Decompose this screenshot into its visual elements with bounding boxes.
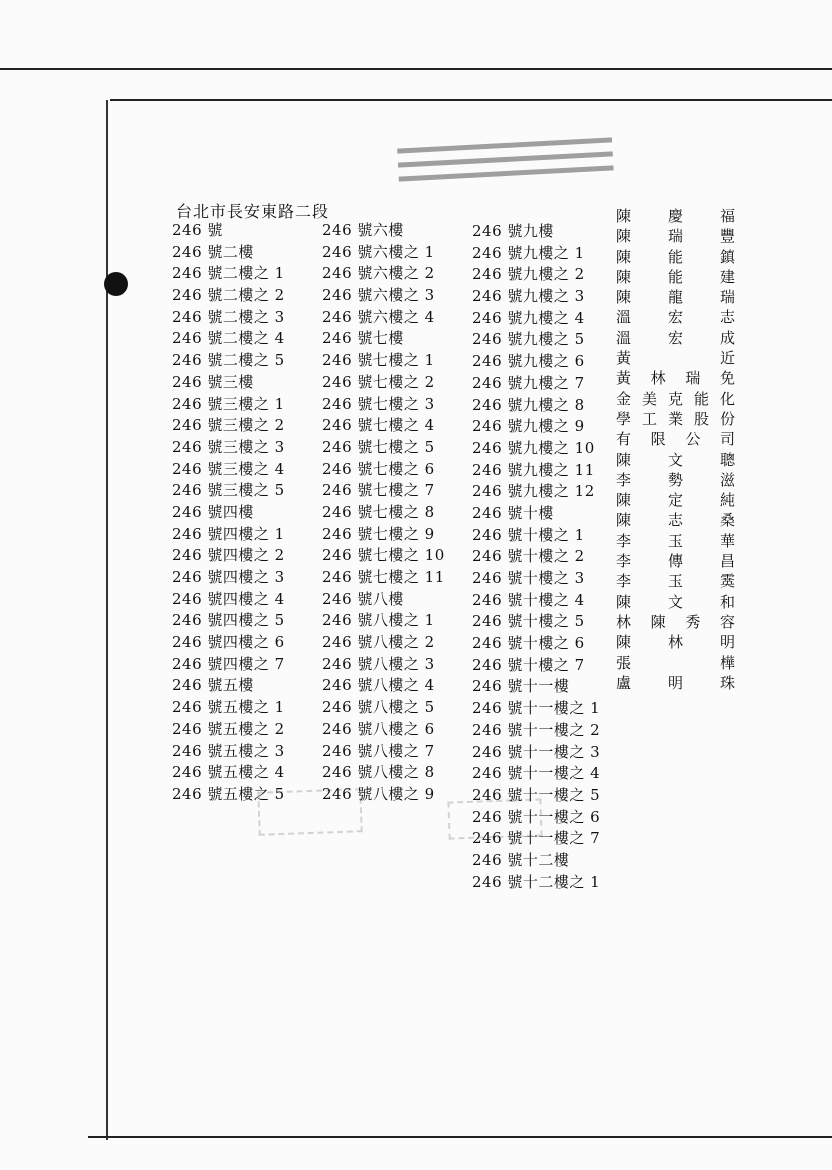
unit-address-entry: 246 號五樓之 2: [172, 719, 285, 738]
unit-address-entry: 246 號二樓之 2: [172, 286, 285, 305]
unit-address-entry: 246 號十樓之 2: [472, 547, 585, 566]
unit-address-entry: 246 號四樓之 5: [172, 611, 285, 630]
unit-address-entry: 246 號九樓之 6: [472, 352, 585, 371]
unit-address-entry: 246 號七樓之 1: [322, 351, 435, 370]
unit-address-entry: 246 號三樓之 4: [172, 459, 285, 478]
unit-address-entry: 246 號九樓之 5: [472, 330, 585, 349]
owner-name: 陳瑞豐: [616, 227, 736, 246]
unit-address-entry: 246 號五樓: [172, 676, 254, 695]
unit-list-column-2: [322, 220, 445, 806]
owner-name: 陳慶福: [616, 207, 736, 225]
unit-address-entry: 246 號十一樓之 7: [472, 829, 601, 848]
unit-address-entry: 246 號四樓之 3: [172, 568, 285, 586]
address-header: 台北市長安東路二段: [176, 202, 330, 221]
unit-address-entry: 246 號五樓之 5: [172, 784, 285, 803]
unit-address-entry: 246 號七樓之 5: [322, 437, 435, 456]
unit-address-entry: 246 號七樓: [322, 329, 404, 348]
unit-address-entry: 246 號六樓之 2: [322, 264, 435, 283]
unit-address-entry: 246 號七樓之 9: [322, 524, 435, 543]
unit-address-entry: 246 號三樓之 5: [172, 481, 285, 500]
owner-name: 溫宏成: [616, 328, 736, 347]
unit-address-entry: 246 號七樓之 11: [322, 568, 445, 586]
owner-name: 林陳秀容: [616, 612, 736, 631]
unit-address-entry: 246 號七樓之 7: [322, 481, 435, 500]
scan-border-top-inner: [110, 99, 832, 101]
owner-name: 陳志桑: [616, 511, 736, 530]
unit-address-entry: 246 號七樓之 10: [322, 546, 445, 565]
owner-name: 李傳昌: [616, 552, 736, 571]
unit-address-entry: 246 號六樓之 4: [322, 307, 435, 326]
owner-name: 溫宏志: [616, 308, 736, 327]
owner-name: 陳定純: [616, 491, 736, 510]
unit-address-entry: 246 號九樓之 11: [472, 460, 595, 479]
unit-address-entry: 246 號十一樓之 5: [472, 785, 601, 804]
unit-address-entry: 246 號七樓之 4: [322, 416, 435, 435]
unit-address-entry: 246 號十一樓: [472, 677, 570, 696]
unit-address-entry: 246 號七樓之 3: [322, 394, 435, 413]
unit-address-entry: 246 號二樓: [172, 242, 254, 261]
unit-address-entry: 246 號八樓之 6: [322, 719, 435, 738]
unit-address-entry: 246 號九樓之 2: [472, 265, 585, 284]
unit-address-entry: 246 號四樓之 2: [172, 546, 285, 565]
unit-address-entry: 246 號九樓之 10: [472, 438, 595, 457]
owner-name: 李玉霙: [616, 572, 736, 591]
unit-address-entry: 246 號十樓之 7: [472, 655, 585, 674]
unit-list-column-3: [472, 221, 600, 893]
paper-left-edge: [106, 100, 108, 1140]
unit-address-entry: 246 號十一樓之 2: [472, 720, 601, 739]
unit-address-entry: 246 號九樓之 12: [472, 482, 595, 501]
owner-name: 李勢滋: [616, 470, 736, 489]
owner-name: 黃近: [616, 349, 736, 368]
unit-address-entry: 246 號九樓之 3: [472, 287, 585, 306]
unit-address-entry: 246 號二樓之 1: [172, 264, 285, 283]
owner-name: 黃林瑞免: [616, 369, 736, 388]
unit-address-entry: 246 號三樓: [172, 372, 254, 391]
unit-address-entry: 246 號三樓之 2: [172, 416, 285, 435]
unit-address-entry: 246 號九樓之 4: [472, 308, 585, 327]
unit-address-entry: 246 號五樓之 3: [172, 741, 285, 760]
unit-address-entry: 246 號十一樓之 3: [472, 742, 601, 761]
unit-address-entry: 246 號十樓之 3: [472, 569, 585, 587]
unit-address-entry: 246 號十樓之 6: [472, 634, 585, 653]
unit-address-entry: 246 號十二樓: [472, 850, 570, 869]
owner-name: 陳龍瑞: [616, 288, 736, 307]
owner-name: 學工業股份: [616, 409, 736, 428]
unit-address-entry: 246 號六樓之 3: [322, 286, 435, 305]
unit-address-entry: 246 號三樓之 1: [172, 394, 285, 413]
unit-address-entry: 246 號十樓之 1: [472, 525, 585, 544]
unit-address-entry: 246 號七樓之 2: [322, 372, 435, 391]
unit-address-entry: 246 號八樓: [322, 589, 404, 608]
unit-address-entry: 246 號十樓: [472, 503, 554, 522]
unit-address-entry: 246 號十一樓之 1: [472, 699, 601, 718]
unit-address-entry: 246 號四樓: [172, 502, 254, 521]
unit-address-entry: 246 號九樓: [472, 222, 554, 240]
unit-address-entry: 246 號九樓之 8: [472, 395, 585, 414]
unit-address-entry: 246 號五樓之 1: [172, 698, 285, 717]
owner-name: 陳能建: [616, 267, 736, 286]
unit-address-entry: 246 號四樓之 6: [172, 633, 285, 652]
unit-address-entry: 246 號: [172, 221, 223, 239]
unit-address-entry: 246 號三樓之 3: [172, 437, 285, 456]
unit-address-entry: 246 號九樓之 7: [472, 373, 585, 392]
ink-blot: [104, 272, 128, 296]
unit-address-entry: 246 號四樓之 1: [172, 524, 285, 543]
unit-address-entry: 246 號七樓之 8: [322, 502, 435, 521]
unit-address-entry: 246 號十樓之 4: [472, 590, 585, 609]
unit-address-entry: 246 號十二樓之 1: [472, 872, 601, 891]
owner-name: 有限公司: [616, 430, 736, 449]
owner-name: 陳文聰: [616, 450, 736, 469]
unit-address-entry: 246 號六樓: [322, 221, 404, 239]
stamp-mark: [397, 128, 615, 195]
owner-name: 張樺: [616, 653, 736, 672]
unit-address-entry: 246 號八樓之 2: [322, 633, 435, 652]
owner-name: 陳林明: [616, 633, 736, 652]
unit-address-entry: 246 號六樓之 1: [322, 242, 435, 261]
unit-address-entry: 246 號八樓之 4: [322, 676, 435, 695]
unit-address-entry: 246 號十樓之 5: [472, 612, 585, 631]
unit-address-entry: 246 號二樓之 5: [172, 351, 285, 370]
owner-name: 陳文和: [616, 592, 736, 611]
scan-border-bottom: [88, 1136, 832, 1138]
unit-address-entry: 246 號五樓之 4: [172, 763, 285, 782]
unit-address-entry: 246 號四樓之 7: [172, 654, 285, 673]
scan-border-top: [0, 68, 832, 70]
owner-name: 盧明珠: [616, 673, 736, 692]
unit-address-entry: 246 號七樓之 6: [322, 459, 435, 478]
unit-address-entry: 246 號八樓之 9: [322, 784, 435, 803]
owner-name-list: [616, 206, 736, 693]
unit-address-entry: 246 號四樓之 4: [172, 589, 285, 608]
unit-address-entry: 246 號八樓之 3: [322, 654, 435, 673]
owner-name: 李玉華: [616, 531, 736, 550]
unit-address-entry: 246 號二樓之 4: [172, 329, 285, 348]
unit-address-entry: 246 號九樓之 1: [472, 243, 585, 262]
unit-address-entry: 246 號十一樓之 4: [472, 764, 601, 783]
unit-list-column-1: [172, 220, 285, 806]
unit-address-entry: 246 號八樓之 8: [322, 763, 435, 782]
unit-address-entry: 246 號九樓之 9: [472, 417, 585, 436]
unit-address-entry: 246 號八樓之 5: [322, 698, 435, 717]
unit-address-entry: 246 號十一樓之 6: [472, 807, 601, 826]
unit-address-entry: 246 號二樓之 3: [172, 307, 285, 326]
unit-address-entry: 246 號八樓之 7: [322, 741, 435, 760]
owner-name: 陳能鎮: [616, 247, 736, 266]
owner-name: 金美克能化: [616, 389, 736, 408]
unit-address-entry: 246 號八樓之 1: [322, 611, 435, 630]
